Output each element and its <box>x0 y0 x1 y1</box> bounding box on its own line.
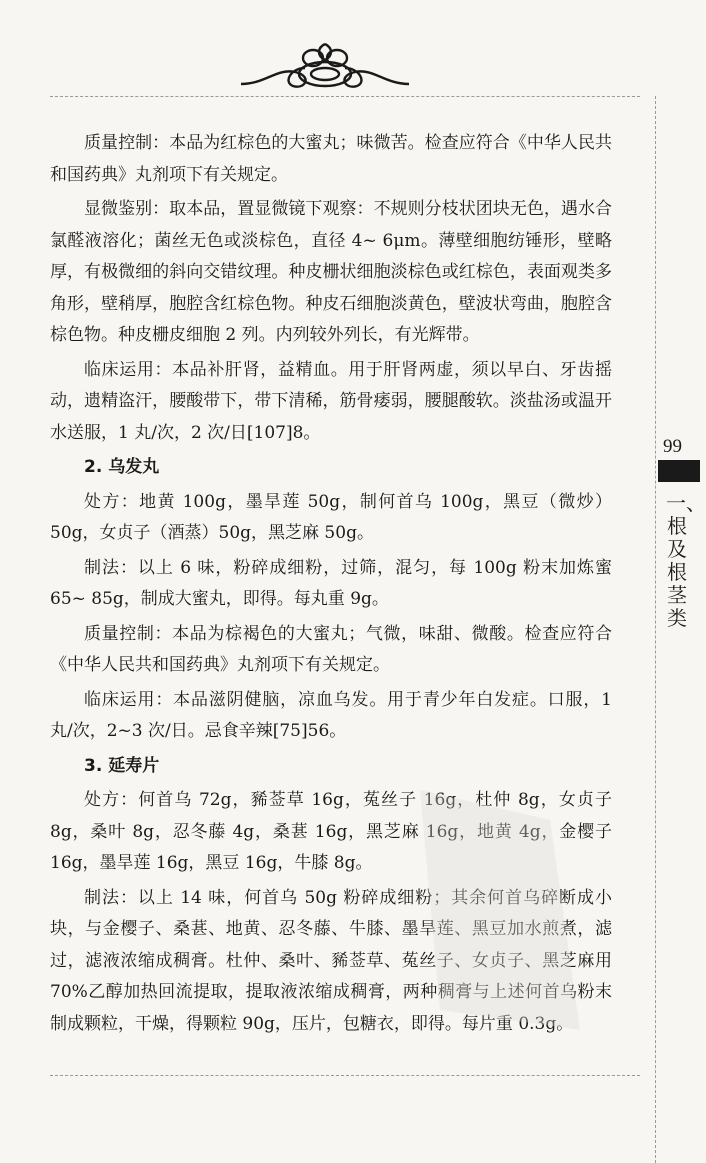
paragraph-preparation: 制法：以上 14 味，何首乌 50g 粉碎成细粉；其余何首乌碎断成小块，与金樱子、桑葚、地黄、忍冬藤、牛膝、墨旱莲、黑豆加水煎煮，滤过，滤液浓缩成稠膏。杜仲、桑叶、豨莶草、菟丝子、女贞子、黑芝麻用 70%乙醇加热回流提取，提取液浓缩成稠膏，两种稠膏与上述何首乌粉末制成颗粒，干燥，得颗粒 90g，压片，包糖衣，即得。每片重 0.3g。 <box>50 887 612 1034</box>
paragraph-microscopy: 显微鉴别：取本品，置显微镜下观察：不规则分枝状团块无色，遇水合氯醛液溶化；菌丝无色或淡棕色，直径 4~ 6μm。薄壁细胞纺锤形，壁略厚，有极微细的斜向交错纹理。种皮栅状细胞淡棕色或红棕色，表面观类多角形，壁稍厚，胞腔含红棕色物。种皮石细胞淡黄色，壁波状弯曲，胞腔含棕色物。种皮栅皮细胞 2 列。内列较外列长，有光辉带。 <box>50 199 612 345</box>
paragraph-prescription: 处方：何首乌 72g，豨莶草 16g，菟丝子 16g，杜仲 8g，女贞子 8g，桑叶 8g，忍冬藤 4g，桑葚 16g，黑芝麻 16g，地黄 4g，金樱子 16g，墨旱莲 16g，黑豆 16g，牛膝 8g。 <box>50 790 612 873</box>
paragraph-quality-control: 质量控制：本品为棕褐色的大蜜丸；气微，味甜、微酸。检查应符合《中华人民共和国药典》丸剂项下有关规定。 <box>50 623 612 675</box>
header-rule <box>50 96 640 97</box>
section-heading-wufawan: 2. 乌发丸 <box>84 457 160 477</box>
paragraph-quality-control: 质量控制：本品为红棕色的大蜜丸；味微苦。检查应符合《中华人民共和国药典》丸剂项下有关规定。 <box>50 133 612 185</box>
paragraph-prescription: 处方：地黄 100g，墨旱莲 50g，制何首乌 100g，黑豆（微炒）50g，女贞子（酒蒸）50g，黑芝麻 50g。 <box>50 491 612 543</box>
section-heading-yanshoupian: 3. 延寿片 <box>84 755 160 776</box>
side-tab-label: 一、根及根茎类 <box>666 491 706 630</box>
paragraph-preparation: 制法：以上 6 味，粉碎成细粉，过筛，混匀，每 100g 粉末加炼蜜 65~ 85g，制成大蜜丸，即得。每丸重 9g。 <box>50 557 612 609</box>
header-ornament <box>235 38 415 94</box>
side-tab-marker <box>658 460 700 482</box>
side-rule <box>655 96 656 1163</box>
paragraph-clinical-use: 临床运用：本品补肝肾，益精血。用于肝肾两虚，须以早白、牙齿摇动，遗精盗汗，腰酸带下，带下清稀，筋骨痿弱，腰腿酸软。淡盐汤或温开水送服，1 丸/次，2 次/日[107]8。 <box>50 359 612 443</box>
paragraph-clinical-use: 临床运用：本品滋阴健脑，凉血乌发。用于青少年白发症。口服，1 丸/次，2~3 次/日。忌食辛辣[75]56。 <box>50 689 612 741</box>
footer-rule <box>50 1075 640 1076</box>
page-number: 99 <box>663 436 682 457</box>
watermark-shape <box>400 780 590 1040</box>
